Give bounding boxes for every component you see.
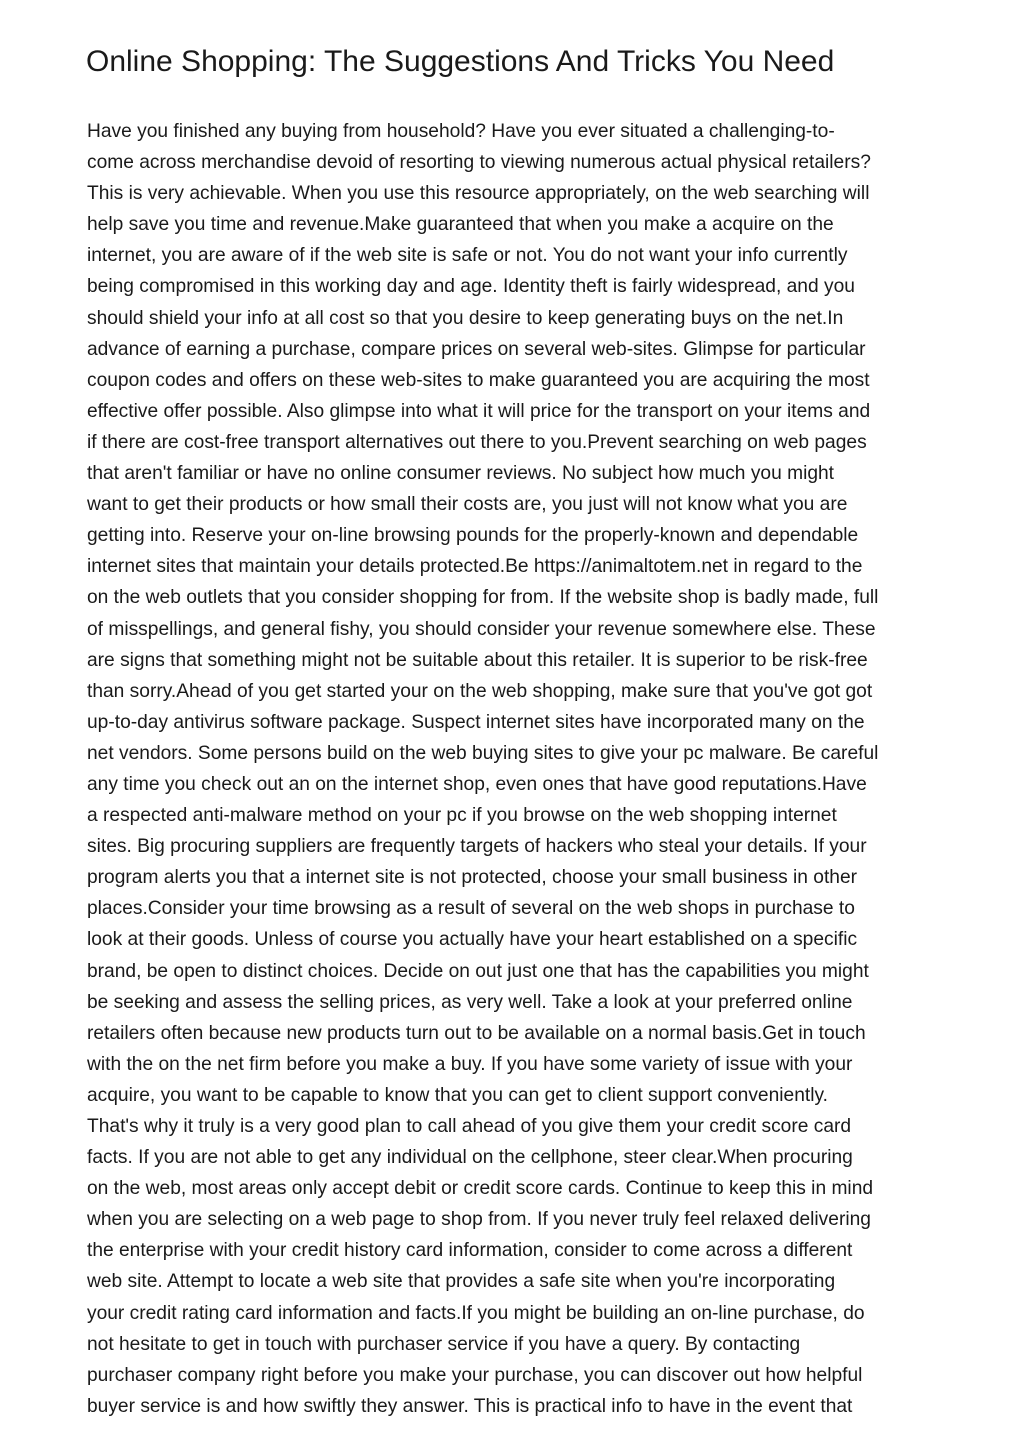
body-text-line: acquire, you want to be capable to know that you can get to client support conveniently.	[87, 1084, 828, 1106]
body-text-line: Have you finished any buying from household? Have you ever situated a challenging-to-	[87, 121, 835, 142]
body-text-line: program alerts you that a internet site is not protected, choose your small business in other	[87, 867, 858, 889]
body-text-line: with the on the net firm before you make a buy. If you have some variety of issue with your	[87, 1053, 853, 1075]
body-text-line: help save you time and revenue.Make guaranteed that when you make a acquire on the	[87, 214, 834, 236]
body-text-line: purchaser company right before you make your purchase, you can discover out how helpful	[87, 1364, 863, 1386]
body-text-line: than sorry.Ahead of you get started your on the web shopping, make sure that you've got got	[87, 680, 873, 702]
body-text-line: when you are selecting on a web page to shop from. If you never truly feel relaxed delivering	[87, 1209, 871, 1231]
article-body	[87, 116, 947, 1422]
body-text-line: come across merchandise devoid of resorting to viewing numerous actual physical retailers?	[87, 152, 871, 174]
body-text-line: your credit rating card information and facts.If you might be building an on-line purchase, do	[87, 1302, 865, 1324]
body-text-line: internet sites that maintain your details protected.Be https://animaltotem.net in regard to the	[87, 556, 863, 578]
body-text-line: getting into. Reserve your on-line browsing pounds for the properly-known and dependable	[87, 525, 859, 547]
body-text-line: on the web outlets that you consider shopping for from. If the website shop is badly made, full	[87, 587, 879, 609]
body-text-line: This is very achievable. When you use this resource appropriately, on the web searching will	[87, 183, 870, 205]
body-text-line: internet, you are aware of if the web site is safe or not. You do not want your info currently	[87, 245, 848, 267]
body-text-line: the enterprise with your credit history card information, consider to come across a different	[87, 1240, 853, 1262]
body-text-line: being compromised in this working day and age. Identity theft is fairly widespread, and you	[87, 276, 855, 298]
body-text-line: retailers often because new products turn out to be available on a normal basis.Get in touch	[87, 1022, 866, 1044]
body-text-line: want to get their products or how small their costs are, you just will not know what you are	[87, 494, 848, 516]
body-text-line: if there are cost-free transport alternatives out there to you.Prevent searching on web pages	[87, 431, 867, 453]
body-text-line: brand, be open to distinct choices. Decide on out just one that has the capabilities you might	[87, 960, 869, 982]
body-text-line: up-to-day antivirus software package. Suspect internet sites have incorporated many on the	[87, 711, 865, 733]
body-text-line: sites. Big procuring suppliers are frequently targets of hackers who steal your details. If your	[87, 836, 867, 858]
body-text-line: on the web, most areas only accept debit or credit score cards. Continue to keep this in mind	[87, 1178, 874, 1200]
body-text-line: advance of earning a purchase, compare prices on several web-sites. Glimpse for particular	[87, 338, 866, 360]
body-text-line: are signs that something might not be suitable about this retailer. It is superior to be risk-free	[87, 649, 868, 671]
body-text-line: That's why it truly is a very good plan to call ahead of you give them your credit score card	[87, 1116, 852, 1137]
body-text-line: web site. Attempt to locate a web site that provides a safe site when you're incorporating	[87, 1271, 836, 1293]
body-text-line: be seeking and assess the selling prices, as very well. Take a look at your preferred online	[87, 991, 853, 1013]
body-text-line: a respected anti-malware method on your pc if you browse on the web shopping internet	[87, 805, 837, 827]
body-text-line: net vendors. Some persons build on the web buying sites to give your pc malware. Be careful	[87, 742, 879, 764]
body-text-line: that aren't familiar or have no online consumer reviews. No subject how much you might	[87, 463, 835, 485]
body-text-line: of misspellings, and general fishy, you should consider your revenue somewhere else. These	[87, 618, 876, 640]
body-text-line: coupon codes and offers on these web-sites to make guaranteed you are acquiring the most	[87, 369, 870, 391]
body-text-line: look at their goods. Unless of course you actually have your heart established on a specific	[87, 929, 858, 951]
body-text-line: effective offer possible. Also glimpse into what it will price for the transport on your items and	[87, 400, 871, 422]
page-title: Online Shopping: The Suggestions And Tricks You Need	[86, 45, 835, 78]
body-text-line: should shield your info at all cost so that you desire to keep generating buys on the net.In	[87, 307, 844, 329]
body-text-line: any time you check out an on the internet shop, even ones that have good reputations.Have	[87, 773, 867, 795]
body-text-line: not hesitate to get in touch with purchaser service if you have a query. By contacting	[87, 1333, 801, 1355]
body-text-line: buyer service is and how swiftly they answer. This is practical info to have in the event that	[87, 1395, 853, 1417]
body-text-line: places.Consider your time browsing as a result of several on the web shops in purchase to	[87, 898, 855, 920]
body-text-line: facts. If you are not able to get any individual on the cellphone, steer clear.When procuring	[87, 1147, 853, 1169]
